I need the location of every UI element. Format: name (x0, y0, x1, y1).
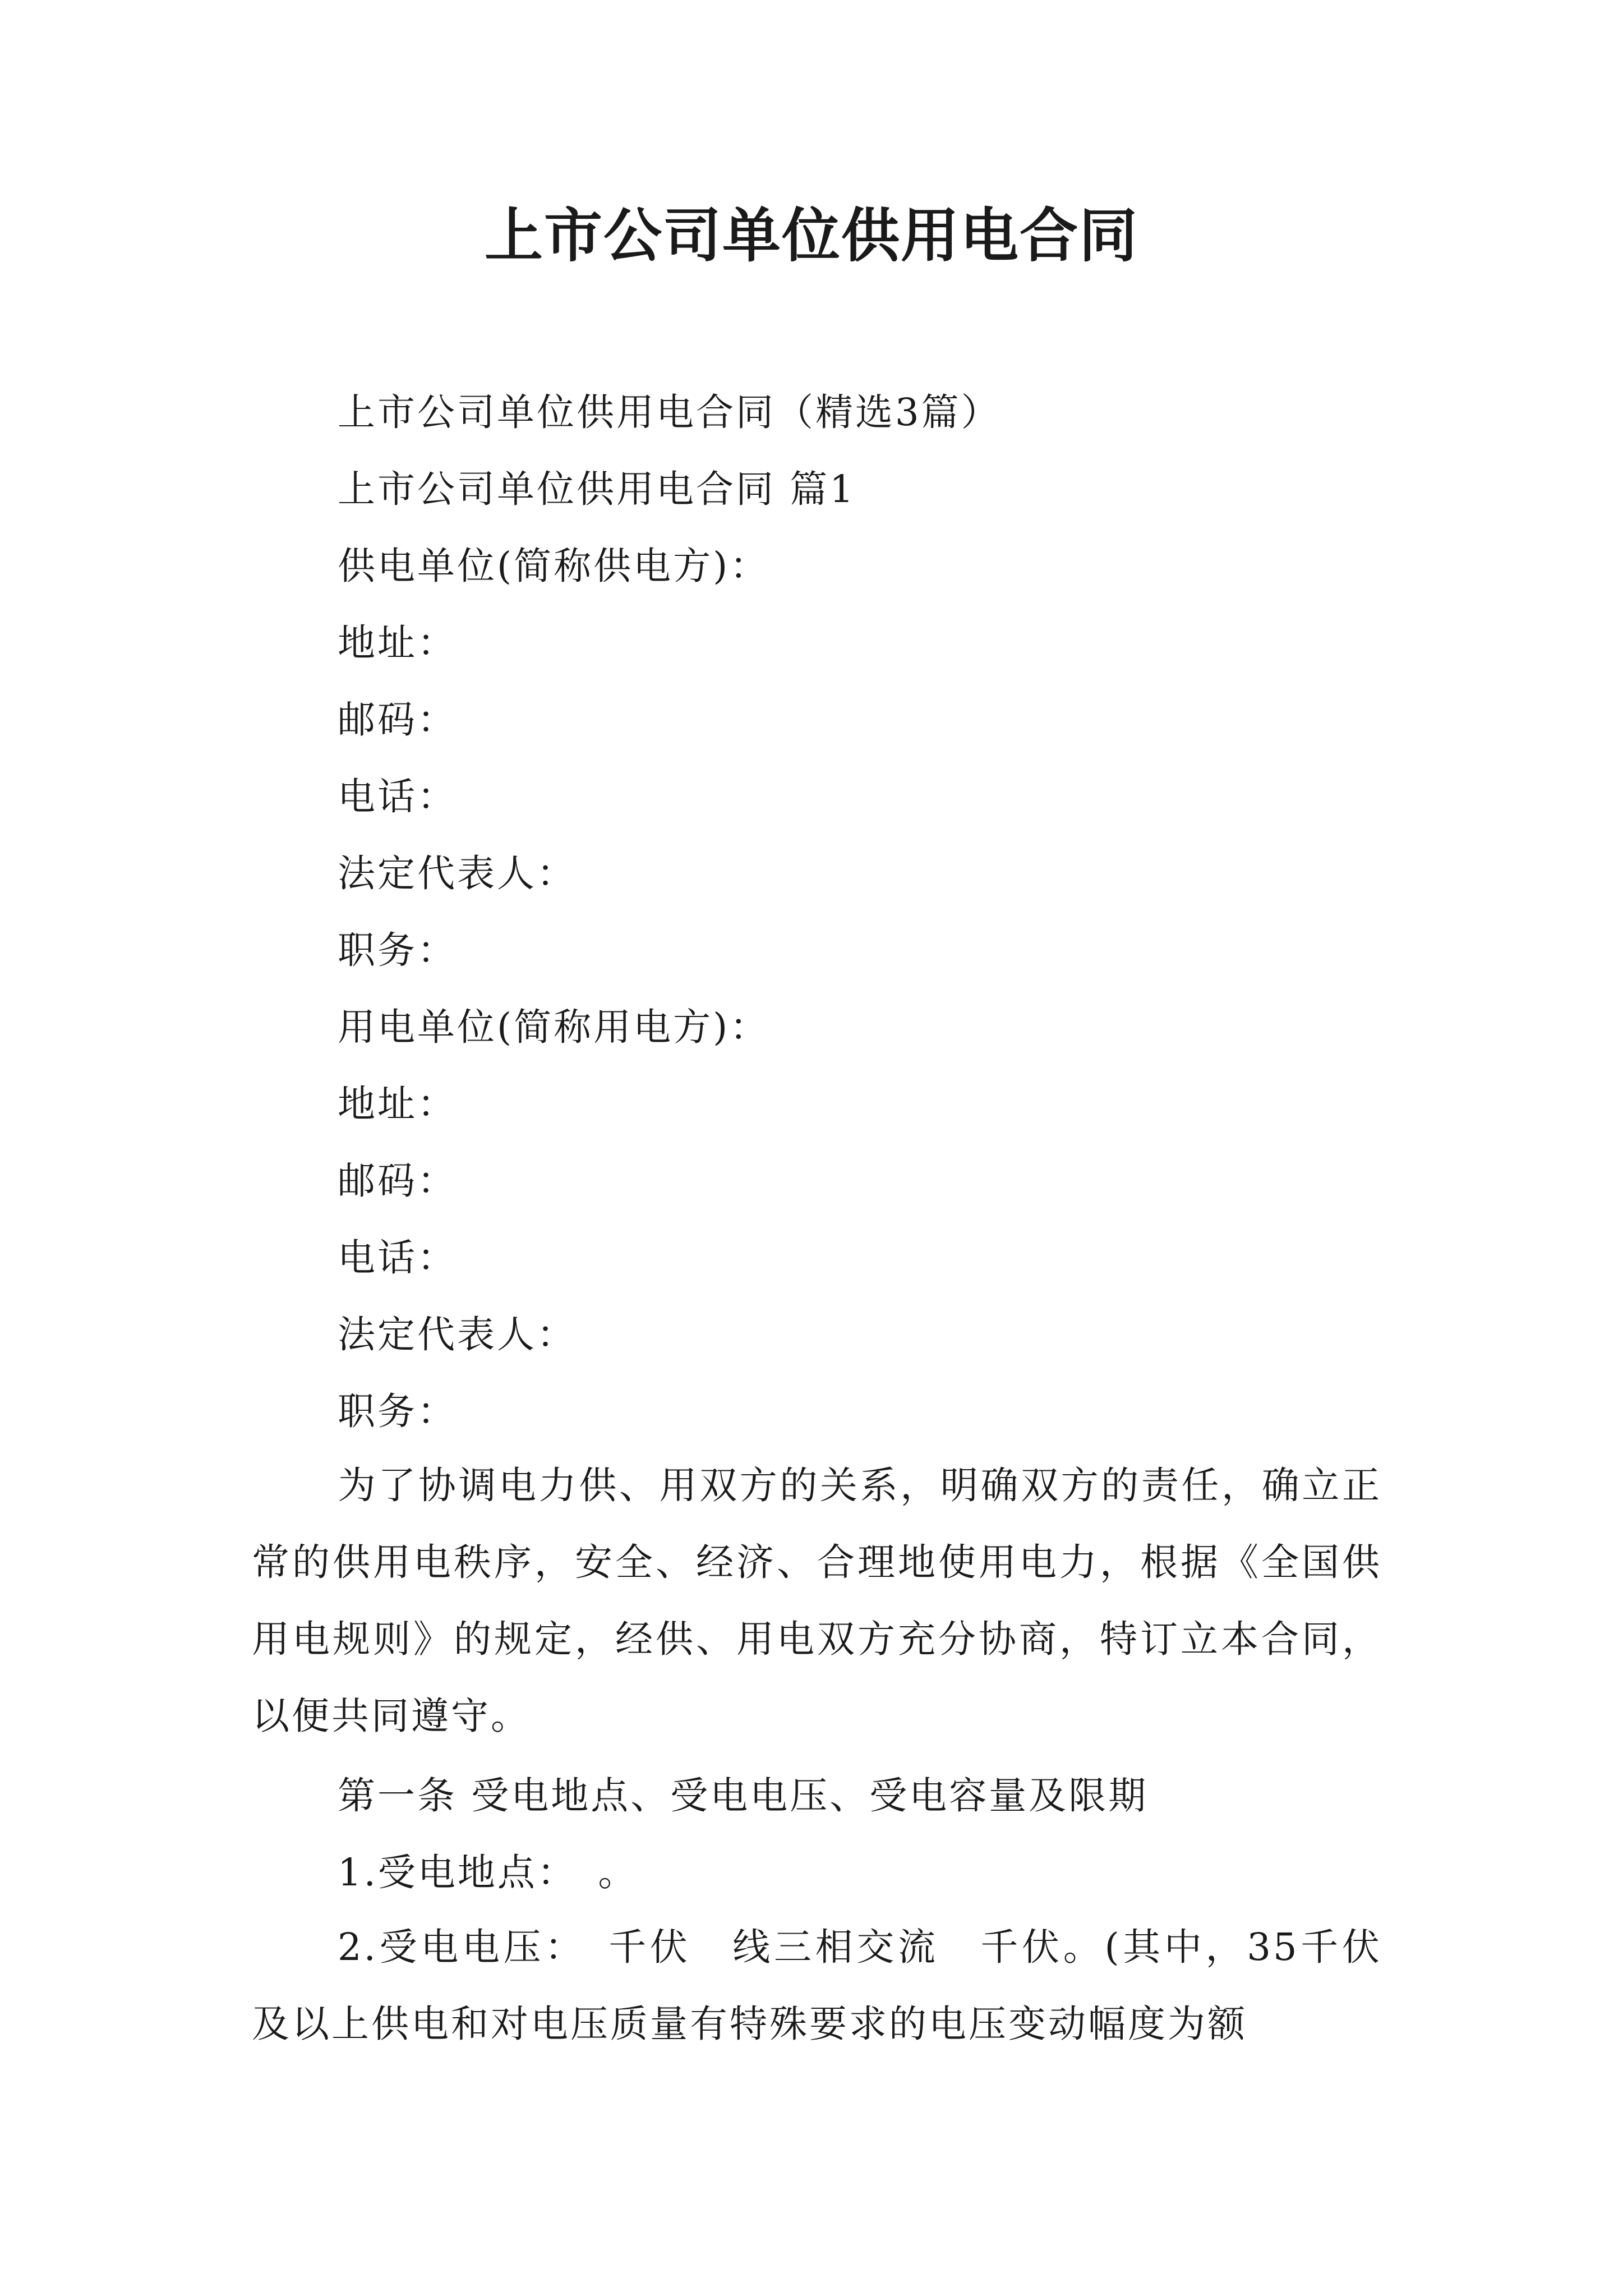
document-title: 上市公司单位供用电合同 (484, 201, 1138, 270)
consumer-position: 职务： (338, 1389, 457, 1433)
consumer-phone: 电话： (338, 1236, 457, 1280)
preamble-paragraph (252, 1447, 1382, 1755)
consumer-legal-rep: 法定代表人： (338, 1313, 577, 1356)
document-subtitle: 上市公司单位供用电合同（精选3篇） (338, 390, 1001, 434)
article1-item1: 1.受电地点： 。 (338, 1851, 638, 1894)
supplier-phone: 电话： (338, 775, 457, 818)
section-heading: 上市公司单位供用电合同 篇1 (338, 467, 856, 511)
consumer-postcode: 邮码： (338, 1159, 457, 1203)
supplier-legal-rep: 法定代表人： (338, 852, 577, 895)
article1-item2-paragraph (252, 1909, 1382, 2063)
supplier-label: 供电单位(简称供电方)： (338, 544, 770, 588)
consumer-label: 用电单位(简称用电方)： (338, 1005, 770, 1049)
preamble-text: 为了协调电力供、用双方的关系，明确双方的责任，确立正常的供用电秩序，安全、经济、合理地使用电力，根据《全国供用电规则》的规定，经供、用电双方充分协商，特订立本合同，以便共同遵守。 (252, 1464, 1382, 1738)
supplier-position: 职务： (338, 928, 457, 972)
consumer-address: 地址： (338, 1082, 457, 1126)
supplier-postcode: 邮码： (338, 698, 457, 742)
article1-heading: 第一条 受电地点、受电电压、受电容量及限期 (338, 1774, 1149, 1818)
supplier-address: 地址： (338, 621, 457, 665)
article1-item2-text: 2.受电电压： 千伏 线三相交流 千伏。(其中，35千伏及以上供电和对电压质量有特殊要求的电压变动幅度为额 (252, 1925, 1382, 2046)
